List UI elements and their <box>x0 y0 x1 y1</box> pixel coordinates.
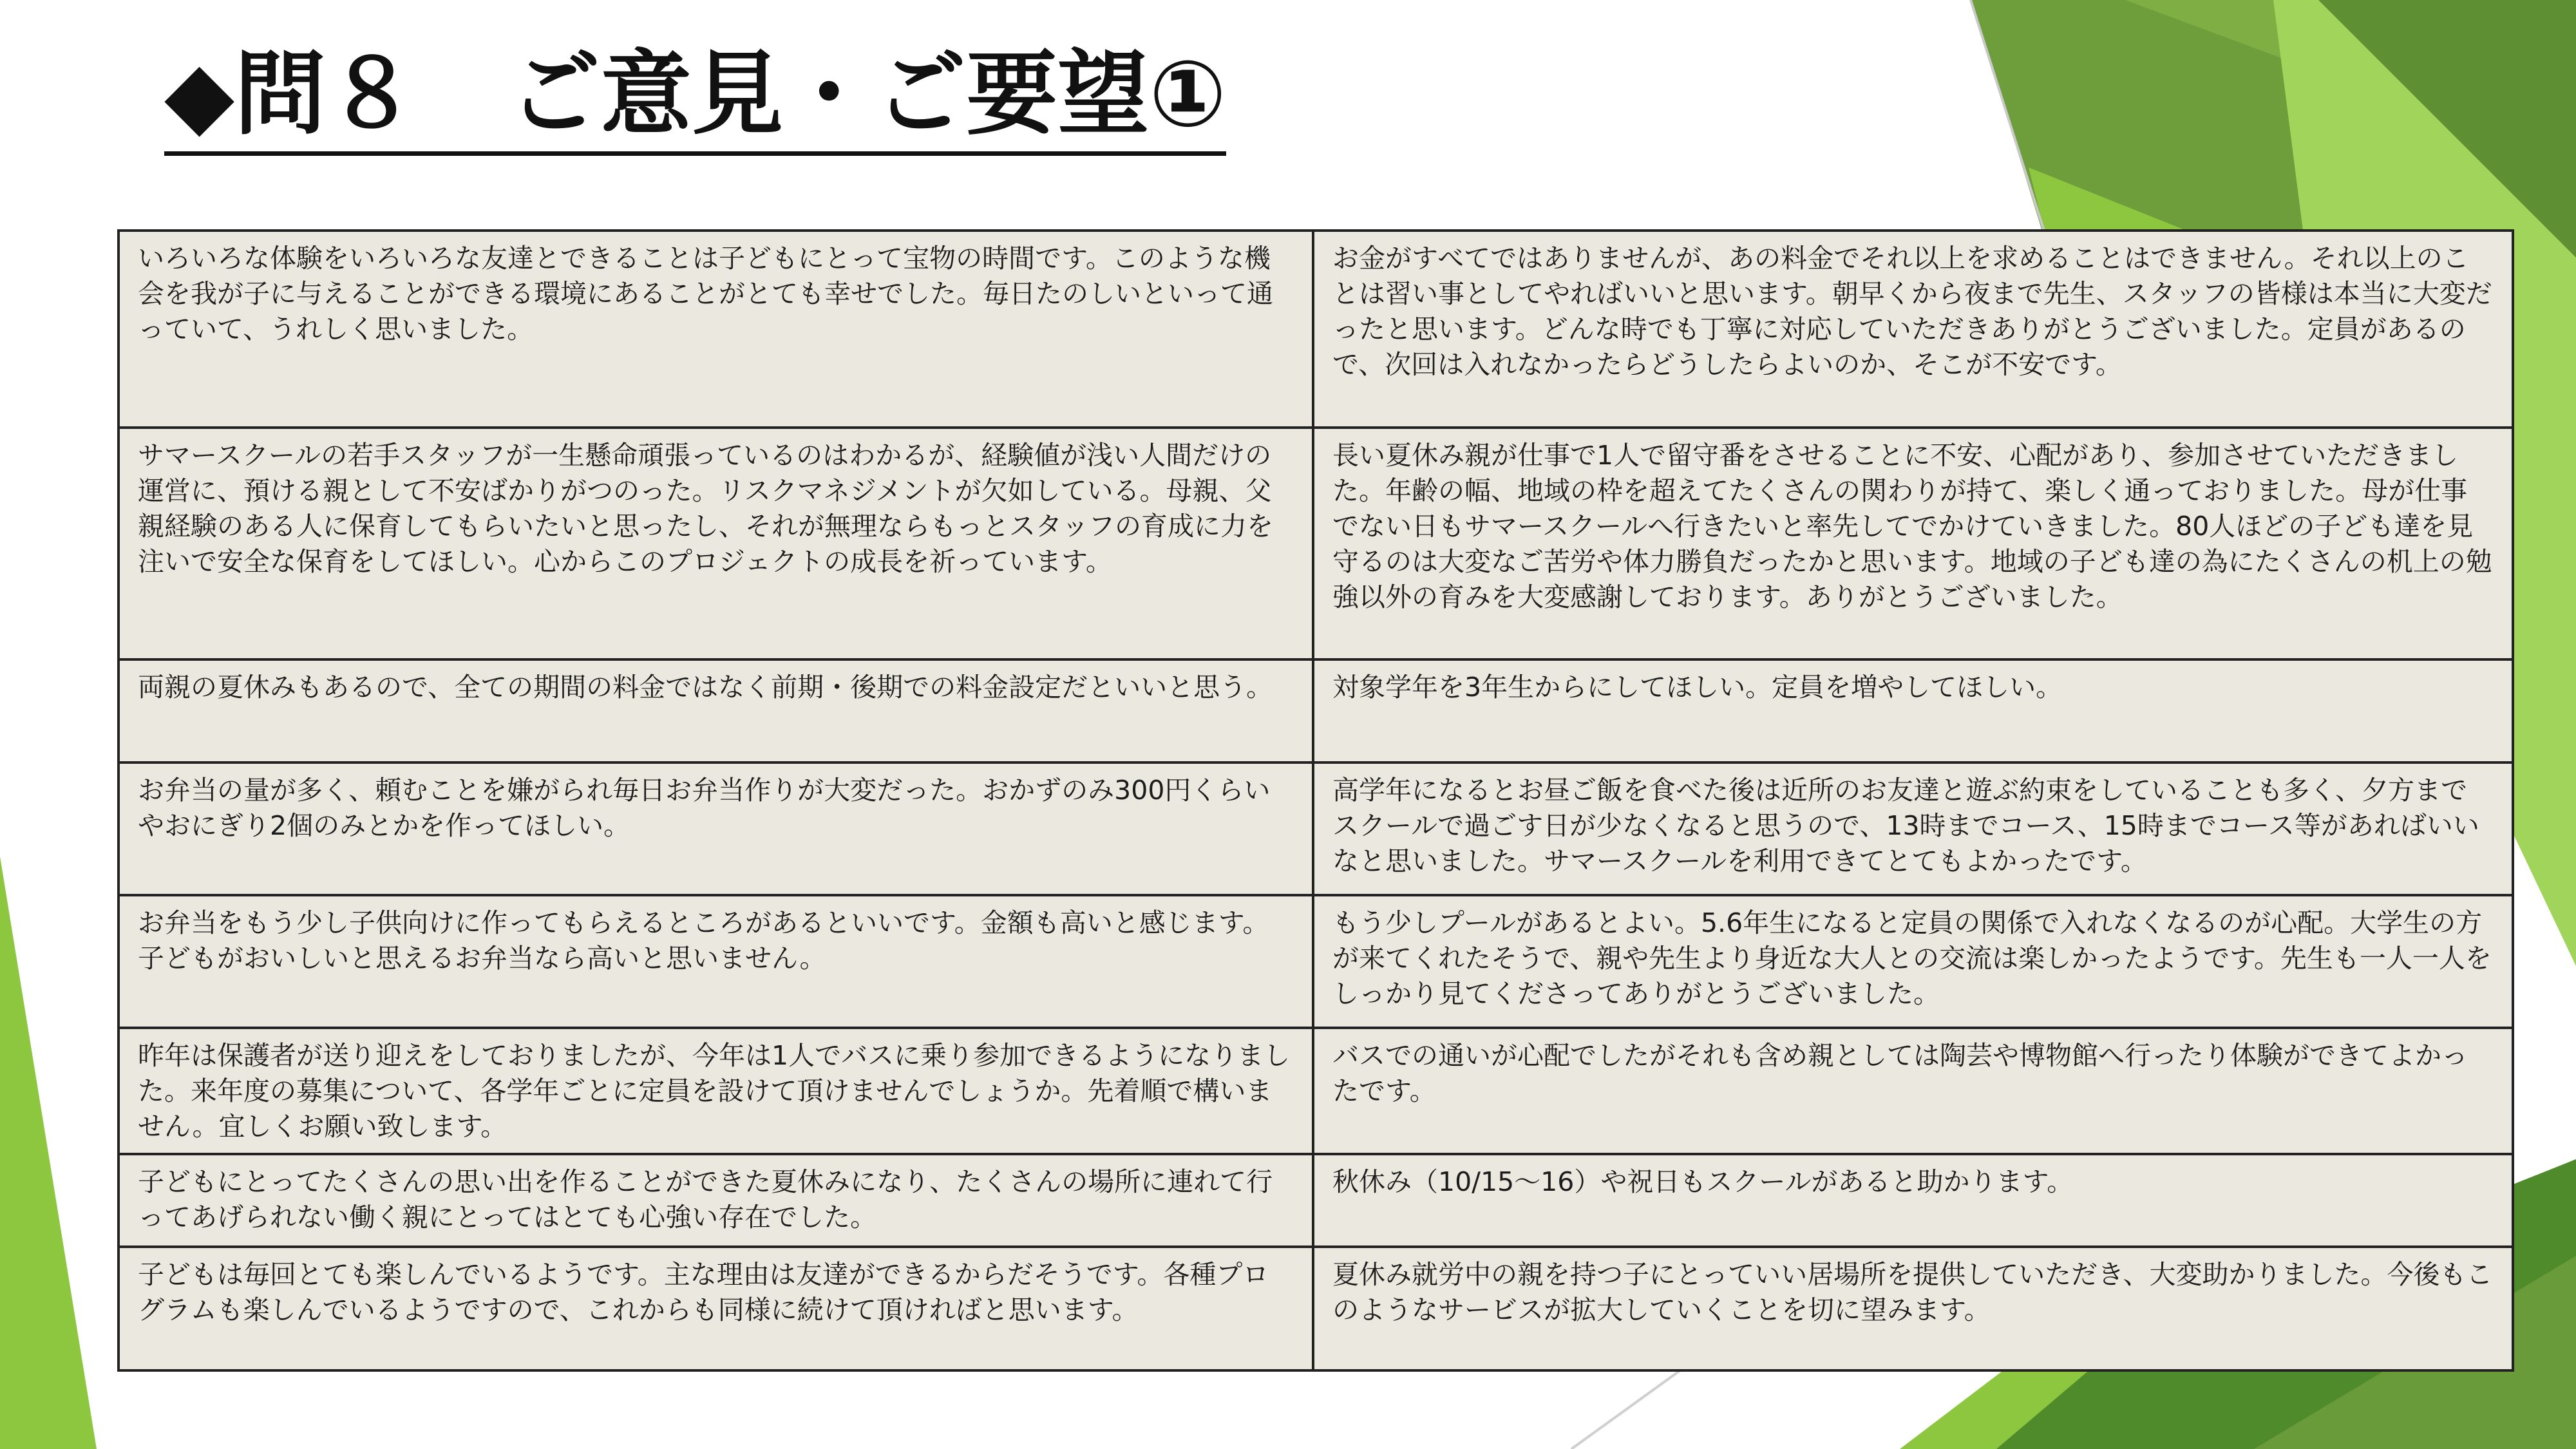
comments-table <box>117 229 2514 1372</box>
comment-cell: サマースクールの若手スタッフが一生懸命頑張っているのはわかるが、経験値が浅い人間だけの運営に、預ける親として不安ばかりがつのった。リスクマネジメントが欠如している。母親、父親経験のある人に保育してもらいたいと思ったし、それが無理ならもっとスタッフの育成に力を注いで安全な保育をしてほしい。心からこのプロジェクトの成長を祈っています。 <box>118 428 1313 659</box>
comment-cell: 子どもにとってたくさんの思い出を作ることができた夏休みになり、たくさんの場所に連れて行ってあげられない働く親にとってはとても心強い存在でした。 <box>118 1154 1313 1247</box>
comment-cell: 昨年は保護者が送り迎えをしておりましたが、今年は1人でバスに乗り参加できるようになりました。来年度の募集について、各学年ごとに定員を設けて頂けませんでしょうか。先着順で構いません。宜しくお願い致します。 <box>118 1028 1313 1154</box>
deco-line-bottom <box>1571 1365 1687 1449</box>
comment-cell: 長い夏休み親が仕事で1人で留守番をさせることに不安、心配があり、参加させていただきました。年齢の幅、地域の枠を超えてたくさんの関わりが持て、楽しく通っておりました。母が仕事でない日もサマースクールへ行きたいと率先してでかけていきました。80人ほどの子ども達を見守るのは大変なご苦労や体力勝負だったかと思います。地域の子ども達の為にたくさんの机上の勉強以外の育みを大変感謝しております。ありがとうございました。 <box>1313 428 2513 659</box>
table-row <box>118 428 2513 659</box>
table-row <box>118 762 2513 895</box>
deco-facet-left <box>0 857 97 1449</box>
comment-cell: 子どもは毎回とても楽しんでいるようです。主な理由は友達ができるからだそうです。各種プログラムも楽しんでいるようですので、これからも同様に続けて頂ければと思います。 <box>118 1247 1313 1370</box>
comment-cell: いろいろな体験をいろいろな友達とできることは子どもにとって宝物の時間です。このような機会を我が子に与えることができる環境にあることがとても幸せでした。毎日たのしいといって通っていて、うれしく思いました。 <box>118 231 1313 428</box>
comment-cell: 秋休み（10/15～16）や祝日もスクールがあると助かります。 <box>1313 1154 2513 1247</box>
comment-cell: 両親の夏休みもあるので、全ての期間の料金ではなく前期・後期での料金設定だといいと思う。 <box>118 659 1313 762</box>
table-row <box>118 659 2513 762</box>
comment-cell: お金がすべてではありませんが、あの料金でそれ以上を求めることはできません。それ以上のことは習い事としてやればいいと思います。朝早くから夜まで先生、スタッフの皆様は本当に大変だったと思います。どんな時でも丁寧に対応していただきありがとうございました。定員があるので、次回は入れなかったらどうしたらよいのか、そこが不安です。 <box>1313 231 2513 428</box>
table-row <box>118 1028 2513 1154</box>
comment-cell: 対象学年を3年生からにしてほしい。定員を増やしてほしい。 <box>1313 659 2513 762</box>
comment-cell: もう少しプールがあるとよい。5.6年生になると定員の関係で入れなくなるのが心配。大学生の方が来てくれたそうで、親や先生より身近な大人との交流は楽しかったようです。先生も一人一人をしっかり見てくださってありがとうございました。 <box>1313 895 2513 1028</box>
comment-cell: 高学年になるとお昼ご飯を食べた後は近所のお友達と遊ぶ約束をしていることも多く、夕方までスクールで過ごす日が少なくなると思うので、13時までコース、15時までコース等があればいいなと思いました。サマースクールを利用できてとてもよかったです。 <box>1313 762 2513 895</box>
table-row <box>118 1247 2513 1370</box>
table-row <box>118 231 2513 428</box>
comment-cell: バスでの通いが心配でしたがそれも含め親としては陶芸や博物館へ行ったり体験ができてよかったです。 <box>1313 1028 2513 1154</box>
comment-cell: 夏休み就労中の親を持つ子にとっていい居場所を提供していただき、大変助かりました。今後もこのようなサービスが拡大していくことを切に望みます。 <box>1313 1247 2513 1370</box>
comment-cell: お弁当の量が多く、頼むことを嫌がられ毎日お弁当作りが大変だった。おかずのみ300円くらいやおにぎり2個のみとかを作ってほしい。 <box>118 762 1313 895</box>
page-title: ◆問８ ご意見・ご要望① <box>164 46 1226 156</box>
table-row <box>118 895 2513 1028</box>
comment-cell: お弁当をもう少し子供向けに作ってもらえるところがあるといいです。金額も高いと感じます。子どもがおいしいと思えるお弁当なら高いと思いません。 <box>118 895 1313 1028</box>
table-row <box>118 1154 2513 1247</box>
